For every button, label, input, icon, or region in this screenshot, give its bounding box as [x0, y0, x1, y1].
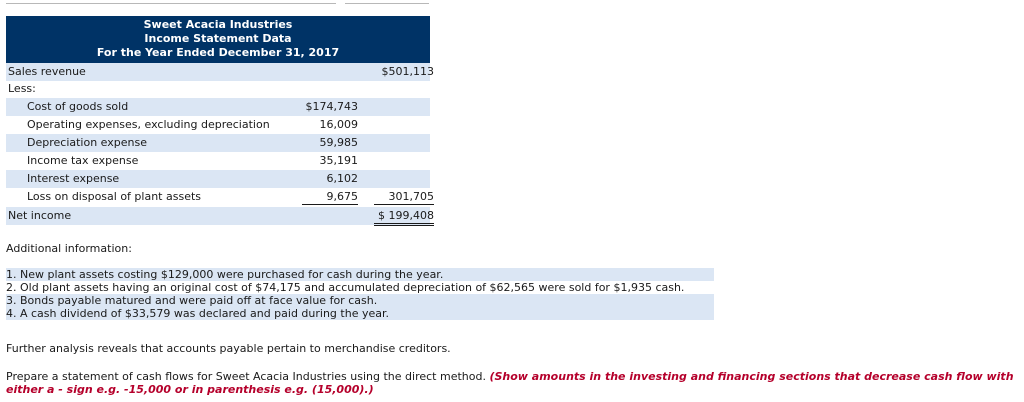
amount-value: 35,191	[319, 154, 358, 167]
further-analysis-text: Further analysis reveals that accounts payable pertain to merchandise creditors.	[6, 342, 451, 355]
additional-info-heading: Additional information:	[6, 242, 132, 255]
company-name: Sweet Acacia Industries	[143, 18, 293, 31]
row-net-income	[6, 207, 434, 225]
amount-value: 6,102	[326, 172, 358, 185]
additional-info-list	[6, 268, 714, 320]
total-value: $501,113	[381, 65, 434, 78]
instructions-emphasis: (Show amounts in the investing and financing sections that decrease cash flow with either a - sign e.g. -15,000 or in parenthesis e.g. (15,000).)	[6, 370, 1014, 396]
amount-value: 16,009	[319, 118, 358, 131]
list-item: 4. A cash dividend of $33,579 was declared and paid during the year.	[6, 307, 714, 320]
row-cogs	[6, 98, 430, 116]
row-sales-revenue	[6, 63, 434, 81]
row-less	[6, 80, 430, 98]
statement-period: For the Year Ended December 31, 2017	[96, 46, 340, 59]
row-operating-expenses	[6, 116, 430, 134]
row-label: Income tax expense	[27, 154, 139, 167]
row-label: Sales revenue	[8, 65, 86, 78]
total-value: 301,705	[374, 189, 434, 205]
row-label: Cost of goods sold	[27, 100, 129, 113]
row-interest	[6, 170, 430, 188]
row-label: Operating expenses, excluding depreciation	[27, 118, 270, 131]
row-label: Loss on disposal of plant assets	[27, 190, 202, 203]
statement-title: Income Statement Data	[144, 32, 292, 45]
amount-value: $174,743	[305, 100, 358, 113]
row-label: Less:	[8, 82, 36, 95]
list-item: 1. New plant assets costing $129,000 were purchased for cash during the year.	[6, 268, 714, 281]
amount-value: 9,675	[302, 189, 358, 205]
row-label: Depreciation expense	[27, 136, 147, 149]
row-depreciation	[6, 134, 430, 152]
instructions-main: Prepare a statement of cash flows for Sweet Acacia Industries using the direct method.	[6, 370, 490, 383]
row-label: Interest expense	[27, 172, 120, 185]
amount-value: 59,985	[319, 136, 358, 149]
top-rule-left	[6, 3, 336, 4]
row-loss-disposal	[6, 188, 434, 206]
statement-header	[6, 16, 430, 63]
row-income-tax	[6, 152, 430, 170]
instructions-text	[6, 370, 1018, 396]
list-item: 2. Old plant assets having an original cost of $74,175 and accumulated depreciation of $62,565 were sold for $1,935 cash.	[6, 281, 685, 294]
list-item: 3. Bonds payable matured and were paid off at face value for cash.	[6, 294, 714, 307]
row-label: Net income	[8, 209, 72, 222]
top-rule-right	[345, 3, 429, 4]
total-value: $ 199,408	[374, 208, 434, 226]
